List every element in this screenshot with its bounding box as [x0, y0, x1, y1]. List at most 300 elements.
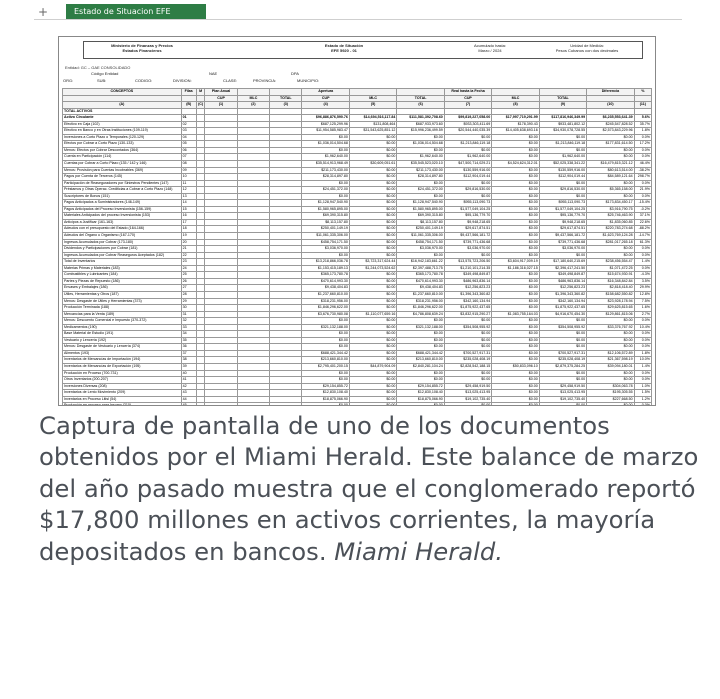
table-cell: $0.00 — [492, 298, 539, 305]
table-cell: CONCEPTOS — [63, 89, 182, 96]
table-cell: $1,128,947,540.90 — [397, 200, 444, 207]
table-cell: $0.00 — [397, 344, 444, 351]
table-cell: $0.00 — [492, 141, 539, 148]
table-cell: $250,401,149.19 — [397, 226, 444, 233]
table-cell: 41 — [181, 377, 196, 384]
table-cell: 26 — [181, 278, 196, 285]
table-cell: $1,071,472.25 — [587, 265, 634, 272]
table-cell: $0.00 — [397, 377, 444, 384]
table-cell: $0.00 — [444, 377, 491, 384]
unit-header: Unidad de Medida: Pesos Cubanos con dos decimales — [555, 43, 619, 53]
table-cell: $0.00 — [444, 344, 491, 351]
table-cell: 42 — [181, 383, 196, 390]
table-cell: 1.2% — [634, 396, 651, 403]
table-cell: $0.00 — [444, 370, 491, 377]
table-cell: $12,106,572.89 — [587, 350, 634, 357]
table-cell: $130,559,916.00 — [539, 167, 586, 174]
table-cell: $0.00 — [539, 370, 586, 377]
table-cell: 08 — [181, 161, 196, 168]
table-cell: Efectivo en Caja (102) — [63, 121, 182, 128]
statement-title: Estado de Situación EFE 5920 - 01 — [324, 43, 364, 53]
table-cell: 0.0% — [634, 403, 651, 406]
table-cell: $700,527,917.31 — [539, 350, 586, 357]
table-cell: $12,256,823.23 — [539, 285, 586, 292]
table-cell: Inversiones Diversas (208) — [63, 383, 182, 390]
table-cell: (5) — [349, 102, 396, 109]
table-cell: $3,723,317,624.44 — [349, 259, 396, 266]
table-cell: Materiales Anticipados del proceso Inversionista (153) — [63, 213, 182, 220]
table-cell: $0.00 — [349, 337, 396, 344]
table-cell: $0.00 — [349, 187, 396, 194]
table-cell: $129,861,815.06 — [587, 311, 634, 318]
table-cell: $1,213,846,119.18 — [539, 141, 586, 148]
table-cell: Participación de Reaseguradores por Siniestros Pendientes (147) — [63, 180, 182, 187]
table-cell: $0.00 — [492, 337, 539, 344]
table-cell: $0.00 — [492, 167, 539, 174]
table-cell: $24,451,372.00 — [397, 187, 444, 194]
table-cell: $13,575,723,206.50 — [444, 259, 491, 266]
table-cell: $0.00 — [349, 246, 396, 253]
table-cell: $1,128,947,540.90 — [302, 200, 349, 207]
table-cell: $11,061,335,306.00 — [302, 233, 349, 240]
table-cell: $211,173,430.00 — [302, 167, 349, 174]
table-cell: $28,314,897.80 — [302, 174, 349, 181]
table-cell: $2,818,418.40 — [587, 285, 634, 292]
table-row — [63, 403, 652, 406]
table-cell: Dividendos y Participaciones por Cobrar (181) — [63, 246, 182, 253]
table-cell: $31,543,625,851.12 — [349, 128, 396, 135]
table-cell: $687,933,973.60 — [397, 121, 444, 128]
table-cell: $933,481,802.12 — [539, 121, 586, 128]
table-cell: $20,544,440,035.39 — [444, 128, 491, 135]
table-cell: $177,831,614.50 — [587, 141, 634, 148]
table-cell: $321,132,188.00 — [397, 324, 444, 331]
table-cell: $12,830,108.40 — [397, 390, 444, 397]
table-cell: $0.00 — [587, 180, 634, 187]
table-cell: 2.7% — [634, 311, 651, 318]
table-cell: 11 — [181, 180, 196, 187]
table-cell: 0.0% — [634, 252, 651, 259]
table-cell: 3.5% — [634, 278, 651, 285]
table-cell: $9,438,404.83 — [302, 285, 349, 292]
table-cell: 27 — [181, 285, 196, 292]
table-cell: $0.00 — [587, 377, 634, 384]
table-cell: $39,094,180.01 — [587, 363, 634, 370]
table-cell: 17 — [181, 219, 196, 226]
table-cell: $238,456,554.47 — [587, 259, 634, 266]
table-cell: TOTAL — [539, 95, 586, 102]
table-cell: $0.00 — [539, 331, 586, 338]
table-cell: Inventarios de Mercancías de Exportación (195) — [63, 363, 182, 370]
table-cell: 06 — [181, 147, 196, 154]
table-cell: 0.0% — [634, 331, 651, 338]
table-cell: 1.5% — [634, 390, 651, 397]
table-cell: $0.00 — [492, 134, 539, 141]
table-cell: $0.00 — [349, 291, 396, 298]
table-cell: (1) — [205, 102, 237, 109]
table-cell: $1,580,965,895.00 — [302, 206, 349, 213]
table-cell: 14 — [181, 200, 196, 207]
table-cell: 07 — [181, 154, 196, 161]
table-cell: $0.00 — [492, 396, 539, 403]
table-cell: $15,996,236,499.59 — [397, 128, 444, 135]
table-cell: Base Material de Estudio (191) — [63, 331, 182, 338]
table-cell: 1.0% — [634, 383, 651, 390]
table-cell: $9,948,218.65 — [444, 219, 491, 226]
table-cell: $0.00 — [587, 193, 634, 200]
table-cell: Real hasta la Fecha — [444, 89, 491, 96]
table-cell: Diferencia — [587, 89, 634, 96]
table-cell: (C) — [196, 102, 205, 109]
table-cell: Menos: Desgaste de Vestuario y Lencería (374) — [63, 344, 182, 351]
table-cell: $0.00 — [444, 147, 491, 154]
table-cell: $0.00 — [444, 180, 491, 187]
table-cell: $0.00 — [492, 324, 539, 331]
table-cell: 0.0% — [634, 344, 651, 351]
table-cell: $955,113,090.73 — [539, 200, 586, 207]
table-cell: $5,365,158.00 — [587, 187, 634, 194]
table-cell: 17.2% — [634, 141, 651, 148]
table-cell: 0.0% — [634, 193, 651, 200]
table-cell: Vestuario y Lencería (192) — [63, 337, 182, 344]
table-cell: $1,036,014,504.68 — [302, 141, 349, 148]
table-cell: 5.6% — [634, 115, 651, 122]
table-cell: Producción en proceso para Insumo (210) — [63, 403, 182, 406]
table-cell: $29,617,874.51 — [444, 226, 491, 233]
table-cell: $0.00 — [349, 239, 396, 246]
photo-caption — [39, 410, 709, 567]
table-cell: $0.00 — [349, 370, 396, 377]
table-cell: Efectos por Cobrar a Corto Plazo (130-133) — [63, 141, 182, 148]
table-cell: $0.00 — [397, 193, 444, 200]
table-cell: $3,036,970.00 — [302, 246, 349, 253]
table-cell: $9,948,218.65 — [539, 219, 586, 226]
table-cell: $955,113,090.73 — [444, 200, 491, 207]
table-cell: Mercancías para la Venta (189) — [63, 311, 182, 318]
table-cell: 18 — [181, 226, 196, 233]
table-cell: $1,396,343,360.82 — [444, 291, 491, 298]
table-cell: 1.4% — [634, 363, 651, 370]
table-cell: $3,676,730,980.08 — [302, 311, 349, 318]
table-cell: $13,025,413.95 — [539, 390, 586, 397]
table-cell: MLC — [237, 95, 269, 102]
table-cell: M — [196, 89, 205, 96]
table-cell: $11,061,335,306.00 — [397, 233, 444, 240]
table-cell: $0.00 — [397, 403, 444, 406]
table-cell: $0.00 — [397, 147, 444, 154]
table-cell: $321,132,188.00 — [302, 324, 349, 331]
table-cell: $1,577,049,104.25 — [444, 206, 491, 213]
table-cell: Útiles, Herramientas y Otros (187) — [63, 291, 182, 298]
table-cell: $0.00 — [397, 331, 444, 338]
sheet-tab-estado-situacion[interactable]: Estado de Situacion EFE — [66, 4, 206, 19]
table-cell: $4,786,808,639.24 — [397, 311, 444, 318]
table-cell: $2,879,375,284.25 — [539, 363, 586, 370]
header-frame — [83, 41, 643, 59]
table-cell: $0.00 — [492, 213, 539, 220]
table-cell: 1.8% — [634, 128, 651, 135]
table-cell: $28,314,897.80 — [397, 174, 444, 181]
classification-row: ORG: SUB: CODIGO: DIVISION: CLASE: PROVINCIA: MUNICIPIO: — [63, 78, 320, 83]
table-cell: $0.00 — [587, 318, 634, 325]
table-cell: 22 — [181, 252, 196, 259]
table-cell: $0.00 — [302, 377, 349, 384]
table-cell: TOTAL ACTIVOS — [63, 108, 182, 115]
table-cell: $0.00 — [397, 370, 444, 377]
table-cell: 29 — [181, 298, 196, 305]
table-cell — [237, 403, 269, 406]
table-cell: $35,545,523,020.10 — [397, 161, 444, 168]
table-cell: $173,834,450.17 — [587, 200, 634, 207]
table-cell: 0.0% — [634, 265, 651, 272]
table-cell — [205, 403, 237, 406]
table-cell: $158,682,550.82 — [587, 291, 634, 298]
table-cell: $19,102,735.40 — [539, 396, 586, 403]
table-cell: TOTAL — [397, 95, 444, 102]
table-cell: $0.00 — [302, 344, 349, 351]
table-cell: $0.00 — [349, 377, 396, 384]
table-cell: Inversiones a Corto Plazo o Temporales (120-129) — [63, 134, 182, 141]
table-cell: $0.00 — [587, 337, 634, 344]
table-cell: $0.00 — [444, 318, 491, 325]
table-cell: $0.00 — [349, 272, 396, 279]
table-cell: $96,886,876,590.76 — [302, 115, 349, 122]
table-cell: $0.00 — [587, 344, 634, 351]
table-cell: $318,231,956.00 — [302, 298, 349, 305]
table-cell: $0.00 — [492, 291, 539, 298]
table-cell: 0.0% — [634, 134, 651, 141]
balance-table — [62, 88, 652, 406]
table-cell: Préstamos y Otras Operac. Crediticias a Cobrar a Corto Plazo (148) — [63, 187, 182, 194]
table-cell: $21,367,598.19 — [587, 357, 634, 364]
table-cell: $1,083,755,164.03 — [492, 311, 539, 318]
table-cell: $235,028,408.19 — [539, 357, 586, 364]
table-cell: 02 — [181, 121, 196, 128]
table-cell: $354,508,955.92 — [444, 324, 491, 331]
table-cell: $0.00 — [397, 180, 444, 187]
table-cell: $1,875,922,437.65 — [444, 305, 491, 312]
table-cell: $29,458,919.50 — [444, 383, 491, 390]
table-cell: $11,954,585,983.47 — [302, 128, 349, 135]
table-cell: 7.5% — [634, 298, 651, 305]
table-cell: $349,498,849.87 — [539, 272, 586, 279]
table-cell: $1,846,296,622.00 — [302, 305, 349, 312]
table-cell: $1,210,101,214.35 — [444, 265, 491, 272]
table-cell: $0.00 — [492, 370, 539, 377]
table-cell: $0.00 — [492, 403, 539, 406]
table-cell: (4) — [302, 102, 349, 109]
table-cell: $0.00 — [444, 331, 491, 338]
table-cell: 30 — [181, 305, 196, 312]
table-cell: 28 — [181, 291, 196, 298]
table-cell: Envases y Embalajes (186) — [63, 285, 182, 292]
table-cell: $117,816,946,349.99 — [539, 115, 586, 122]
table-cell: $29,458,919.50 — [539, 383, 586, 390]
table-cell: $0.00 — [492, 233, 539, 240]
table-cell: $1,110,077,659.16 — [349, 311, 396, 318]
table-cell: (A) — [63, 102, 182, 109]
table-cell: $16,479,815,321.12 — [587, 161, 634, 168]
table-cell: (3) — [270, 102, 302, 109]
table-cell: $365,173,780.78 — [397, 272, 444, 279]
table-cell: $0.00 — [492, 390, 539, 397]
table-cell: 20 — [181, 239, 196, 246]
table-cell: Filas — [181, 89, 196, 96]
table-cell: $3,604,917,009.19 — [492, 259, 539, 266]
table-cell: (8) — [492, 102, 539, 109]
table-cell: -4.3% — [634, 272, 651, 279]
table-cell: Ingresos Acumulados por Cobrar Reaseguros Aceptados (182) — [63, 252, 182, 259]
table-cell: $0.00 — [302, 318, 349, 325]
table-cell: $112,904,019.44 — [444, 174, 491, 181]
table-cell: 21.9% — [634, 187, 651, 194]
table-cell: $12,830,108.40 — [302, 390, 349, 397]
table-cell: 10.0% — [634, 357, 651, 364]
table-cell: $29,154,855.72 — [302, 383, 349, 390]
table-cell: $0.00 — [349, 233, 396, 240]
entity-caption: Entidad: GC – GAE CONSOLIDADO — [65, 65, 131, 70]
table-cell: $227,668.50 — [587, 396, 634, 403]
table-cell: $0.00 — [302, 193, 349, 200]
table-cell: $470,614,993.30 — [397, 278, 444, 285]
table-cell: $0.00 — [349, 193, 396, 200]
table-cell: 33 — [181, 324, 196, 331]
table-cell: $0.00 — [492, 174, 539, 181]
table-cell: -15.4% — [634, 200, 651, 207]
table-cell: $29,625,815.65 — [587, 305, 634, 312]
table-cell: $0.00 — [492, 193, 539, 200]
table-cell: Plan Anual — [205, 89, 237, 96]
table-cell: $80,613,514.00 — [587, 167, 634, 174]
table-cell: $29,816,530.00 — [444, 187, 491, 194]
table-cell — [270, 403, 302, 406]
table-cell: $0.00 — [349, 141, 396, 148]
table-cell: $688,421,344.42 — [397, 350, 444, 357]
table-cell: $2,573,843,229.96 — [587, 128, 634, 135]
table-cell: $0.00 — [587, 370, 634, 377]
table-cell: $0.00 — [397, 337, 444, 344]
table-cell: $3,036,970.00 — [444, 246, 491, 253]
table-cell: $0.00 — [587, 147, 634, 154]
table-cell: 10.4% — [634, 324, 651, 331]
table-cell: 1.8% — [634, 350, 651, 357]
table-cell: $1,835,060.85 — [587, 219, 634, 226]
table-cell: Adeudos del Órgano u Organismo (167-170) — [63, 233, 182, 240]
table-cell: $0.00 — [492, 246, 539, 253]
table-cell: $0.00 — [492, 318, 539, 325]
table-cell: Cuenta en Participación (114) — [63, 154, 182, 161]
table-cell: $69,390,315.80 — [302, 213, 349, 220]
table-cell: $0.00 — [539, 344, 586, 351]
table-cell: 24 — [181, 265, 196, 272]
table-cell: 298.7% — [634, 174, 651, 181]
table-cell: 46.4% — [634, 161, 651, 168]
table-cell: $44,879,904.09 — [349, 363, 396, 370]
table-cell: $0.00 — [492, 187, 539, 194]
table-cell: $0.00 — [397, 318, 444, 325]
table-cell: Pagos Anticipados del Proceso Inversionista (156-159) — [63, 206, 182, 213]
table-cell: Otros Inventarios (200-207) — [63, 377, 182, 384]
table-cell: $23,928,178.94 — [587, 298, 634, 305]
table-cell: $213,660,810.00 — [302, 357, 349, 364]
table-cell: Menos: Descuento Comercial e Impuesto (370-372) — [63, 318, 182, 325]
table-cell: $0.00 — [349, 324, 396, 331]
table-cell: $0.00 — [492, 272, 539, 279]
table-cell: $111,581,392,708.60 — [397, 115, 444, 122]
table-cell: $1,237,660,810.00 — [397, 291, 444, 298]
table-cell: $1,962,640.00 — [302, 154, 349, 161]
table-cell: $0.00 — [492, 331, 539, 338]
table-cell: $0.00 — [539, 180, 586, 187]
table-cell: $0.00 — [349, 213, 396, 220]
table-cell: $0.00 — [302, 331, 349, 338]
table-cell: $0.00 — [539, 252, 586, 259]
table-cell: Partes y Piezas de Repuesto (186) — [63, 278, 182, 285]
table-cell: 12.8% — [634, 291, 651, 298]
table-cell: $0.00 — [492, 377, 539, 384]
table-cell: $1,213,846,119.18 — [444, 141, 491, 148]
table-cell: $318,231,956.00 — [397, 298, 444, 305]
table-cell: $47,500,714,029.21 — [444, 161, 491, 168]
table-cell: -0.2% — [634, 206, 651, 213]
table-cell: (2) — [237, 102, 269, 109]
table-cell: Cuentas por Cobrar a Corto Plazo (135 / 142 y 146) — [63, 161, 182, 168]
table-cell: $933,303,411.69 — [444, 121, 491, 128]
table-cell: $9,437,566,181.72 — [444, 233, 491, 240]
table-cell: 0.0% — [634, 377, 651, 384]
table-cell: $3,916,790.75 — [587, 206, 634, 213]
table-cell: $1,153,415,189.13 — [302, 265, 349, 272]
table-cell: $8,113,157.80 — [397, 219, 444, 226]
table-cell: 0.0% — [634, 154, 651, 161]
table-cell: 01 — [181, 115, 196, 122]
table-cell: 44 — [181, 396, 196, 403]
table-cell: $0.00 — [349, 174, 396, 181]
table-cell: 0.0% — [634, 370, 651, 377]
table-cell: $29,816,530.00 — [539, 187, 586, 194]
table-cell: $0.00 — [349, 318, 396, 325]
table-cell: Alimentos (193) — [63, 350, 182, 357]
table-cell: $1,186,316,027.15 — [492, 265, 539, 272]
table-cell: $0.00 — [444, 193, 491, 200]
table-cell: $0.00 — [587, 252, 634, 259]
table-cell: 35.7% — [634, 121, 651, 128]
table-cell: $0.00 — [539, 147, 586, 154]
sheet-tab-strip — [34, 2, 682, 20]
table-cell: $235,028,408.19 — [444, 357, 491, 364]
table-cell: $16,348,842.84 — [587, 278, 634, 285]
table-cell: 35 — [181, 337, 196, 344]
table-cell: (6) — [397, 102, 444, 109]
table-cell: $9,438,404.83 — [397, 285, 444, 292]
table-cell: $365,173,780.78 — [302, 272, 349, 279]
table-cell: $4,524,624,312.01 — [492, 161, 539, 168]
table-cell: $1,577,049,104.25 — [539, 206, 586, 213]
table-cell: $52,025,338,341.22 — [539, 161, 586, 168]
table-cell: $0.00 — [492, 305, 539, 312]
table-cell: $0.00 — [492, 285, 539, 292]
table-cell: $2,828,542,188.15 — [444, 363, 491, 370]
table-cell: $0.00 — [587, 246, 634, 253]
add-sheet-icon[interactable]: + — [37, 4, 49, 19]
table-cell: $14,694,516,117.84 — [349, 115, 396, 122]
table-cell: $131,808,464 — [349, 121, 396, 128]
table-cell: 32 — [181, 318, 196, 325]
table-cell: 04 — [181, 134, 196, 141]
table-cell: $18,875,066.90 — [397, 396, 444, 403]
table-cell: 09 — [181, 167, 196, 174]
table-cell: 25 — [181, 272, 196, 279]
